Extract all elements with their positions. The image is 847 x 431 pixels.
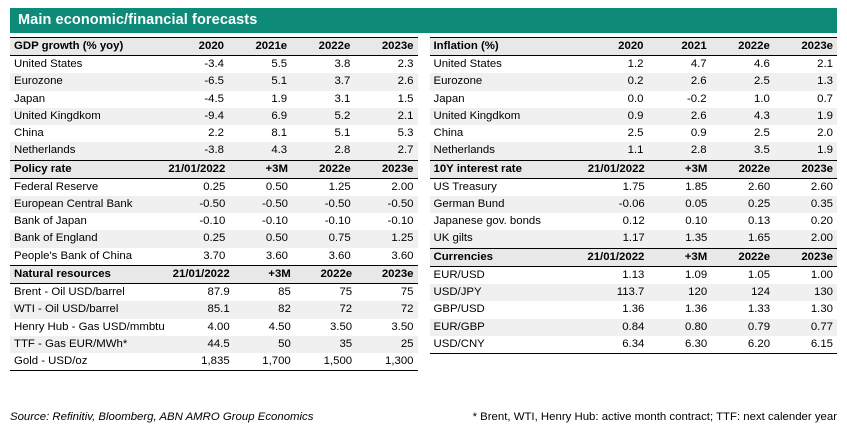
column-header: Inflation (%) bbox=[430, 38, 585, 56]
column-header: 2023e bbox=[774, 38, 837, 56]
right-column bbox=[424, 37, 838, 371]
cell: -0.10 bbox=[229, 213, 292, 230]
ten-year-interest-rate-table bbox=[430, 160, 838, 248]
cell: 4.50 bbox=[234, 319, 295, 336]
table-row bbox=[430, 284, 838, 301]
table-row bbox=[430, 301, 838, 318]
table-row bbox=[430, 319, 838, 336]
cell: 3.7 bbox=[291, 73, 354, 90]
row-label: Bank of England bbox=[10, 230, 164, 247]
column-header: +3M bbox=[234, 265, 295, 283]
cell: 1.1 bbox=[584, 142, 647, 159]
row-label: Henry Hub - Gas USD/mmbtu bbox=[10, 319, 169, 336]
cell: 2.00 bbox=[774, 230, 837, 247]
cell: 3.70 bbox=[164, 248, 229, 265]
page-title: Main economic/financial forecasts bbox=[10, 8, 837, 33]
cell: 1,500 bbox=[295, 353, 356, 371]
column-header: Natural resources bbox=[10, 265, 169, 283]
row-label: Eurozone bbox=[10, 73, 165, 90]
cell: 0.75 bbox=[292, 230, 355, 247]
cell: 0.10 bbox=[649, 213, 712, 230]
table-row bbox=[430, 73, 838, 90]
cell: 6.34 bbox=[583, 336, 648, 354]
cell: 1.25 bbox=[355, 230, 418, 247]
cell: 5.1 bbox=[228, 73, 291, 90]
cell: 2.8 bbox=[291, 142, 354, 159]
cell: -0.50 bbox=[292, 196, 355, 213]
cell: 0.80 bbox=[648, 319, 711, 336]
cell: 2.00 bbox=[355, 178, 418, 196]
cell: -3.8 bbox=[165, 142, 228, 159]
table-row bbox=[430, 108, 838, 125]
cell: 0.50 bbox=[229, 230, 292, 247]
cell: 1.25 bbox=[292, 178, 355, 196]
cell: 2.5 bbox=[584, 125, 647, 142]
table-row bbox=[10, 248, 418, 265]
column-header: 21/01/2022 bbox=[164, 160, 229, 178]
footer bbox=[10, 411, 837, 423]
column-header: Policy rate bbox=[10, 160, 164, 178]
table-row bbox=[10, 284, 418, 302]
cell: 72 bbox=[356, 301, 417, 318]
cell: 85 bbox=[234, 284, 295, 302]
cell: 1.33 bbox=[711, 301, 774, 318]
cell: -0.10 bbox=[164, 213, 229, 230]
cell: 0.25 bbox=[711, 196, 774, 213]
cell: 5.2 bbox=[291, 108, 354, 125]
cell: 0.9 bbox=[584, 108, 647, 125]
cell: 3.60 bbox=[355, 248, 418, 265]
cell: 6.15 bbox=[774, 336, 837, 354]
cell: 1.2 bbox=[584, 56, 647, 74]
cell: 2.1 bbox=[774, 56, 837, 74]
column-header: 10Y interest rate bbox=[430, 160, 584, 178]
cell: 1.35 bbox=[649, 230, 712, 247]
table-row bbox=[430, 336, 838, 354]
cell: 0.05 bbox=[649, 196, 712, 213]
cell: 0.2 bbox=[584, 73, 647, 90]
table-row bbox=[430, 142, 838, 159]
row-label: Netherlands bbox=[10, 142, 165, 159]
column-header: 2023e bbox=[354, 38, 417, 56]
cell: -0.10 bbox=[292, 213, 355, 230]
cell: 0.79 bbox=[711, 319, 774, 336]
cell: 1.9 bbox=[228, 91, 291, 108]
cell: -3.4 bbox=[165, 56, 228, 74]
currencies-table bbox=[430, 248, 838, 354]
column-header: 2023e bbox=[356, 265, 417, 283]
cell: 5.3 bbox=[354, 125, 417, 142]
cell: 4.7 bbox=[648, 56, 711, 74]
cell: -0.50 bbox=[164, 196, 229, 213]
row-label: Japan bbox=[430, 91, 585, 108]
row-label: German Bund bbox=[430, 196, 584, 213]
cell: 2.1 bbox=[354, 108, 417, 125]
cell: 3.50 bbox=[356, 319, 417, 336]
table-row bbox=[10, 196, 418, 213]
cell: 44.5 bbox=[169, 336, 234, 353]
row-label: China bbox=[10, 125, 165, 142]
cell: -0.2 bbox=[648, 91, 711, 108]
cell: -0.06 bbox=[584, 196, 649, 213]
cell: 0.13 bbox=[711, 213, 774, 230]
row-label: Japan bbox=[10, 91, 165, 108]
cell: 82 bbox=[234, 301, 295, 318]
column-header: 2023e bbox=[774, 248, 837, 266]
cell: -0.50 bbox=[355, 196, 418, 213]
cell: 0.0 bbox=[584, 91, 647, 108]
table-row bbox=[10, 73, 418, 90]
source-note: Source: Refinitiv, Bloomberg, ABN AMRO Group Economics bbox=[10, 411, 314, 423]
table-row bbox=[10, 108, 418, 125]
cell: 85.1 bbox=[169, 301, 234, 318]
tables-container bbox=[10, 37, 837, 371]
column-header: 2022e bbox=[292, 160, 355, 178]
row-label: United Kingdkom bbox=[10, 108, 165, 125]
table-row bbox=[430, 213, 838, 230]
column-header: +3M bbox=[229, 160, 292, 178]
table-header-row bbox=[10, 38, 418, 56]
column-header: 2022e bbox=[711, 160, 774, 178]
table-row bbox=[430, 196, 838, 213]
cell: -0.50 bbox=[229, 196, 292, 213]
cell: 0.9 bbox=[648, 125, 711, 142]
cell: 0.77 bbox=[774, 319, 837, 336]
column-header: +3M bbox=[648, 248, 711, 266]
column-header: 2021 bbox=[648, 38, 711, 56]
cell: 1.13 bbox=[583, 266, 648, 284]
cell: 1.30 bbox=[774, 301, 837, 318]
cell: 1.3 bbox=[774, 73, 837, 90]
cell: 1.5 bbox=[354, 91, 417, 108]
table-header-row bbox=[10, 265, 418, 283]
table-row bbox=[10, 301, 418, 318]
row-label: European Central Bank bbox=[10, 196, 164, 213]
cell: 1,300 bbox=[356, 353, 417, 371]
row-label: GBP/USD bbox=[430, 301, 584, 318]
cell: 0.25 bbox=[164, 178, 229, 196]
cell: 5.1 bbox=[291, 125, 354, 142]
cell: 3.8 bbox=[291, 56, 354, 74]
cell: 2.5 bbox=[711, 73, 774, 90]
row-label: China bbox=[430, 125, 585, 142]
cell: 1.9 bbox=[774, 108, 837, 125]
cell: 0.25 bbox=[164, 230, 229, 247]
column-header: 2021e bbox=[228, 38, 291, 56]
row-label: United States bbox=[10, 56, 165, 74]
table-row bbox=[10, 125, 418, 142]
cell: 2.6 bbox=[354, 73, 417, 90]
cell: 0.35 bbox=[774, 196, 837, 213]
cell: 6.30 bbox=[648, 336, 711, 354]
cell: 1,835 bbox=[169, 353, 234, 371]
cell: 130 bbox=[774, 284, 837, 301]
table-row bbox=[430, 56, 838, 74]
cell: 6.20 bbox=[711, 336, 774, 354]
row-label: Japanese gov. bonds bbox=[430, 213, 584, 230]
cell: 1.05 bbox=[711, 266, 774, 284]
cell: -6.5 bbox=[165, 73, 228, 90]
table-header-row bbox=[430, 160, 838, 178]
row-label: People's Bank of China bbox=[10, 248, 164, 265]
table-row bbox=[10, 56, 418, 74]
column-header: 21/01/2022 bbox=[584, 160, 649, 178]
column-header: Currencies bbox=[430, 248, 584, 266]
column-header: 2022e bbox=[295, 265, 356, 283]
table-row bbox=[430, 91, 838, 108]
cell: 4.00 bbox=[169, 319, 234, 336]
cell: 6.9 bbox=[228, 108, 291, 125]
cell: 120 bbox=[648, 284, 711, 301]
gdp-growth-table bbox=[10, 37, 418, 160]
cell: 113.7 bbox=[583, 284, 648, 301]
cell: 1.75 bbox=[584, 178, 649, 196]
inflation-table bbox=[430, 37, 838, 160]
cell: 2.6 bbox=[648, 73, 711, 90]
row-label: USD/CNY bbox=[430, 336, 584, 354]
row-label: Bank of Japan bbox=[10, 213, 164, 230]
cell: 1,700 bbox=[234, 353, 295, 371]
row-label: United Kingdkom bbox=[430, 108, 585, 125]
cell: 1.00 bbox=[774, 266, 837, 284]
cell: 2.7 bbox=[354, 142, 417, 159]
table-header-row bbox=[10, 160, 418, 178]
cell: 3.50 bbox=[295, 319, 356, 336]
table-row bbox=[430, 125, 838, 142]
row-label: WTI - Oil USD/barrel bbox=[10, 301, 169, 318]
cell: 2.0 bbox=[774, 125, 837, 142]
cell: 124 bbox=[711, 284, 774, 301]
row-label: Brent - Oil USD/barrel bbox=[10, 284, 169, 302]
table-row bbox=[430, 178, 838, 196]
table-row bbox=[10, 142, 418, 159]
cell: 2.8 bbox=[648, 142, 711, 159]
row-label: Federal Reserve bbox=[10, 178, 164, 196]
cell: 4.3 bbox=[711, 108, 774, 125]
cell: 35 bbox=[295, 336, 356, 353]
table-row bbox=[10, 91, 418, 108]
cell: 0.84 bbox=[583, 319, 648, 336]
column-header: 2020 bbox=[584, 38, 647, 56]
table-header-row bbox=[430, 248, 838, 266]
cell: 3.1 bbox=[291, 91, 354, 108]
cell: 87.9 bbox=[169, 284, 234, 302]
row-label: United States bbox=[430, 56, 585, 74]
cell: 0.50 bbox=[229, 178, 292, 196]
table-row bbox=[10, 353, 418, 371]
table-row bbox=[10, 178, 418, 196]
row-label: Netherlands bbox=[430, 142, 585, 159]
cell: 4.6 bbox=[711, 56, 774, 74]
cell: 1.85 bbox=[649, 178, 712, 196]
cell: 1.17 bbox=[584, 230, 649, 247]
row-label: USD/JPY bbox=[430, 284, 584, 301]
cell: 1.36 bbox=[583, 301, 648, 318]
cell: 1.0 bbox=[711, 91, 774, 108]
cell: 1.36 bbox=[648, 301, 711, 318]
column-header: 2023e bbox=[355, 160, 418, 178]
cell: 2.60 bbox=[774, 178, 837, 196]
cell: 2.5 bbox=[711, 125, 774, 142]
cell: 50 bbox=[234, 336, 295, 353]
cell: 2.3 bbox=[354, 56, 417, 74]
column-header: +3M bbox=[649, 160, 712, 178]
row-label: US Treasury bbox=[430, 178, 584, 196]
left-column bbox=[10, 37, 424, 371]
table-header-row bbox=[430, 38, 838, 56]
cell: 2.2 bbox=[165, 125, 228, 142]
cell: 1.65 bbox=[711, 230, 774, 247]
column-header: 2022e bbox=[291, 38, 354, 56]
natural-resources-table bbox=[10, 265, 418, 371]
cell: 0.7 bbox=[774, 91, 837, 108]
table-row bbox=[10, 213, 418, 230]
cell: 72 bbox=[295, 301, 356, 318]
row-label: TTF - Gas EUR/MWh* bbox=[10, 336, 169, 353]
cell: 5.5 bbox=[228, 56, 291, 74]
cell: 3.60 bbox=[292, 248, 355, 265]
cell: 0.12 bbox=[584, 213, 649, 230]
policy-rate-table bbox=[10, 160, 418, 265]
cell: 1.09 bbox=[648, 266, 711, 284]
cell: 3.60 bbox=[229, 248, 292, 265]
column-header: 21/01/2022 bbox=[169, 265, 234, 283]
row-label: EUR/USD bbox=[430, 266, 584, 284]
cell: 1.9 bbox=[774, 142, 837, 159]
cell: -9.4 bbox=[165, 108, 228, 125]
table-row bbox=[430, 266, 838, 284]
row-label: Gold - USD/oz bbox=[10, 353, 169, 371]
cell: 4.3 bbox=[228, 142, 291, 159]
column-header: 2022e bbox=[711, 38, 774, 56]
cell: 8.1 bbox=[228, 125, 291, 142]
footnote: * Brent, WTI, Henry Hub: active month contract; TTF: next calender year bbox=[472, 411, 837, 423]
row-label: Eurozone bbox=[430, 73, 585, 90]
table-row bbox=[10, 230, 418, 247]
cell: 2.6 bbox=[648, 108, 711, 125]
cell: 75 bbox=[356, 284, 417, 302]
column-header: 2020 bbox=[165, 38, 228, 56]
cell: 25 bbox=[356, 336, 417, 353]
cell: 2.60 bbox=[711, 178, 774, 196]
table-row bbox=[430, 230, 838, 247]
cell: 75 bbox=[295, 284, 356, 302]
cell: 0.20 bbox=[774, 213, 837, 230]
column-header: 21/01/2022 bbox=[583, 248, 648, 266]
column-header: 2022e bbox=[711, 248, 774, 266]
column-header: 2023e bbox=[774, 160, 837, 178]
table-row bbox=[10, 319, 418, 336]
row-label: EUR/GBP bbox=[430, 319, 584, 336]
cell: 3.5 bbox=[711, 142, 774, 159]
cell: -0.10 bbox=[355, 213, 418, 230]
row-label: UK gilts bbox=[430, 230, 584, 247]
table-row bbox=[10, 336, 418, 353]
cell: -4.5 bbox=[165, 91, 228, 108]
column-header: GDP growth (% yoy) bbox=[10, 38, 165, 56]
